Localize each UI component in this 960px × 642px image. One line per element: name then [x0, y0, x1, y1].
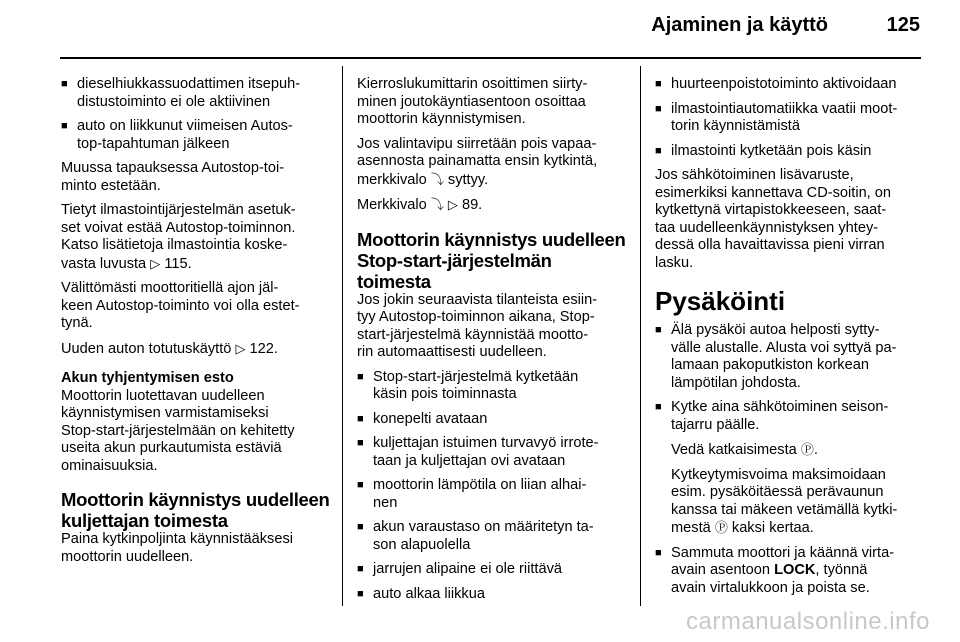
header-divider: [60, 57, 921, 59]
paragraph: Jos sähkötoiminen lisävaruste, esimerkiksi kannettava CD-soitin, on kytkettynä virtapistokkeeseen, saat- taa uudelleenkäynnistyksen yhtey- dessä olla havaittavissa pieni virran lasku.: [655, 167, 892, 271]
list-item: ■ dieselhiukkassuodattimen itsepuh- distustoiminto ei ole aktiivinen: [61, 76, 331, 111]
list-item: ■ moottorin lämpötila on liian alhai- nen: [357, 477, 627, 512]
list-item: ■ huurteenpoistotoiminto aktivoidaan: [655, 76, 925, 94]
chapter-heading: Pysäköinti: [655, 286, 786, 316]
lock-position-label: LOCK: [774, 562, 816, 578]
list-item: ■ jarrujen alipaine ei ole riittävä: [357, 561, 627, 579]
section-heading: Moottorin käynnistys uudelleen Stop-start-järjestelmän toimesta: [357, 228, 626, 292]
section-heading: Moottorin käynnistys uudelleen kuljettajan toimesta: [61, 489, 330, 531]
warning-light-icon: ⤵: [430, 171, 444, 187]
column-divider: [640, 66, 641, 606]
paragraph: Muussa tapauksessa Autostop-toi- minto estetään.: [61, 160, 285, 194]
paragraph: Moottorin luotettavan uudelleen käynnistymisen varmistamiseksi Stop-start-järjestelmään on kehitetty useita akun purkautumista estäviä ominaisuuksia.: [61, 387, 295, 474]
reference-arrow-icon: ▷: [150, 255, 161, 271]
column-right: [655, 76, 925, 604]
paragraph: Uuden auton totutuskäyttö ▷ 122.: [61, 340, 278, 357]
reference-arrow-icon: ▷: [447, 197, 458, 212]
paragraph: Paina kytkinpoljinta käynnistääksesi moottorin uudelleen.: [61, 531, 294, 565]
list-item: ■ kuljettajan istuimen turvavyö irrote- taan ja kuljettajan ovi avataan: [357, 435, 627, 470]
list-item: ■ Älä pysäköi autoa helposti sytty- välle alustalle. Alusta voi syttyä pa- lamaan pakoputkiston korkean lämpötilan johdosta.: [655, 322, 925, 392]
sub-paragraph: Vedä katkaisimesta Ⓟ.: [671, 442, 818, 458]
parking-brake-icon: Ⓟ: [714, 520, 728, 535]
paragraph: Jos valintavipu siirretään pois vapaa- asennosta painamatta ensin kytkintä, merkkivalo ⤵ syttyy.: [357, 135, 598, 188]
reference-arrow-icon: ▷: [235, 340, 246, 356]
list-item: ■ Kytke aina sähkötoiminen seison- tajarru päälle.: [655, 399, 925, 434]
paragraph: Jos jokin seuraavista tilanteista esiin- tyy Autostop-toiminnon aikana, Stop- start-järjestelmä käynnistää mootto- rin automaattisesti uudelleen.: [357, 291, 598, 360]
paragraph: Kierroslukumittarin osoittimen siirty- minen joutokäyntiasentoon osoittaa moottorin käynnistymisen.: [357, 76, 588, 127]
paragraph: Merkkivalo ⤵ ▷ 89.: [357, 197, 483, 213]
column-middle: [357, 76, 627, 610]
paragraph: Tietyt ilmastointijärjestelmän asetuk- set voivat estää Autostop-toiminnon. Katso lisätietoja ilmastointia koske- vasta luvusta ▷ 115.: [61, 202, 296, 272]
sub-paragraph: Kytkeytymisvoima maksimoidaan esim. pysäköitäessä perävaunun kanssa tai mäkeen vetämällä kytki- mestä Ⓟ kaksi kertaa.: [671, 466, 898, 536]
page-title: Ajaminen ja käyttö: [651, 14, 828, 36]
list-item: ■ konepelti avataan: [357, 411, 627, 429]
page-number: 125: [886, 14, 920, 36]
paragraph: Välittömästi moottoritiellä ajon jäl- keen Autostop-toiminto voi olla estet- tynä.: [61, 280, 300, 331]
list-item: ■ ilmastointi kytketään pois käsin: [655, 143, 925, 161]
list-item: ■ Stop-start-järjestelmä kytketään käsin pois toiminnasta: [357, 369, 627, 404]
list-item: ■ akun varaustaso on määritetyn ta- son alapuolella: [357, 519, 627, 554]
section-heading: Akun tyhjentymisen esto: [61, 370, 234, 386]
watermark: carmanualsonline.info: [686, 608, 930, 635]
list-item: ■ ilmastointiautomatiikka vaatii moot- torin käynnistämistä: [655, 101, 925, 136]
list-item: ■ Sammuta moottori ja käännä virta- avain asentoon LOCK, työnnä avain virtalukkoon ja poista se.: [655, 545, 925, 598]
warning-light-icon: ⤵: [430, 197, 444, 212]
column-left: [61, 76, 331, 573]
column-divider: [342, 66, 343, 606]
list-item: ■ auto alkaa liikkua: [357, 586, 627, 604]
parking-brake-icon: Ⓟ: [800, 442, 814, 457]
list-item: ■ auto on liikkunut viimeisen Autos- top-tapahtuman jälkeen: [61, 118, 331, 153]
